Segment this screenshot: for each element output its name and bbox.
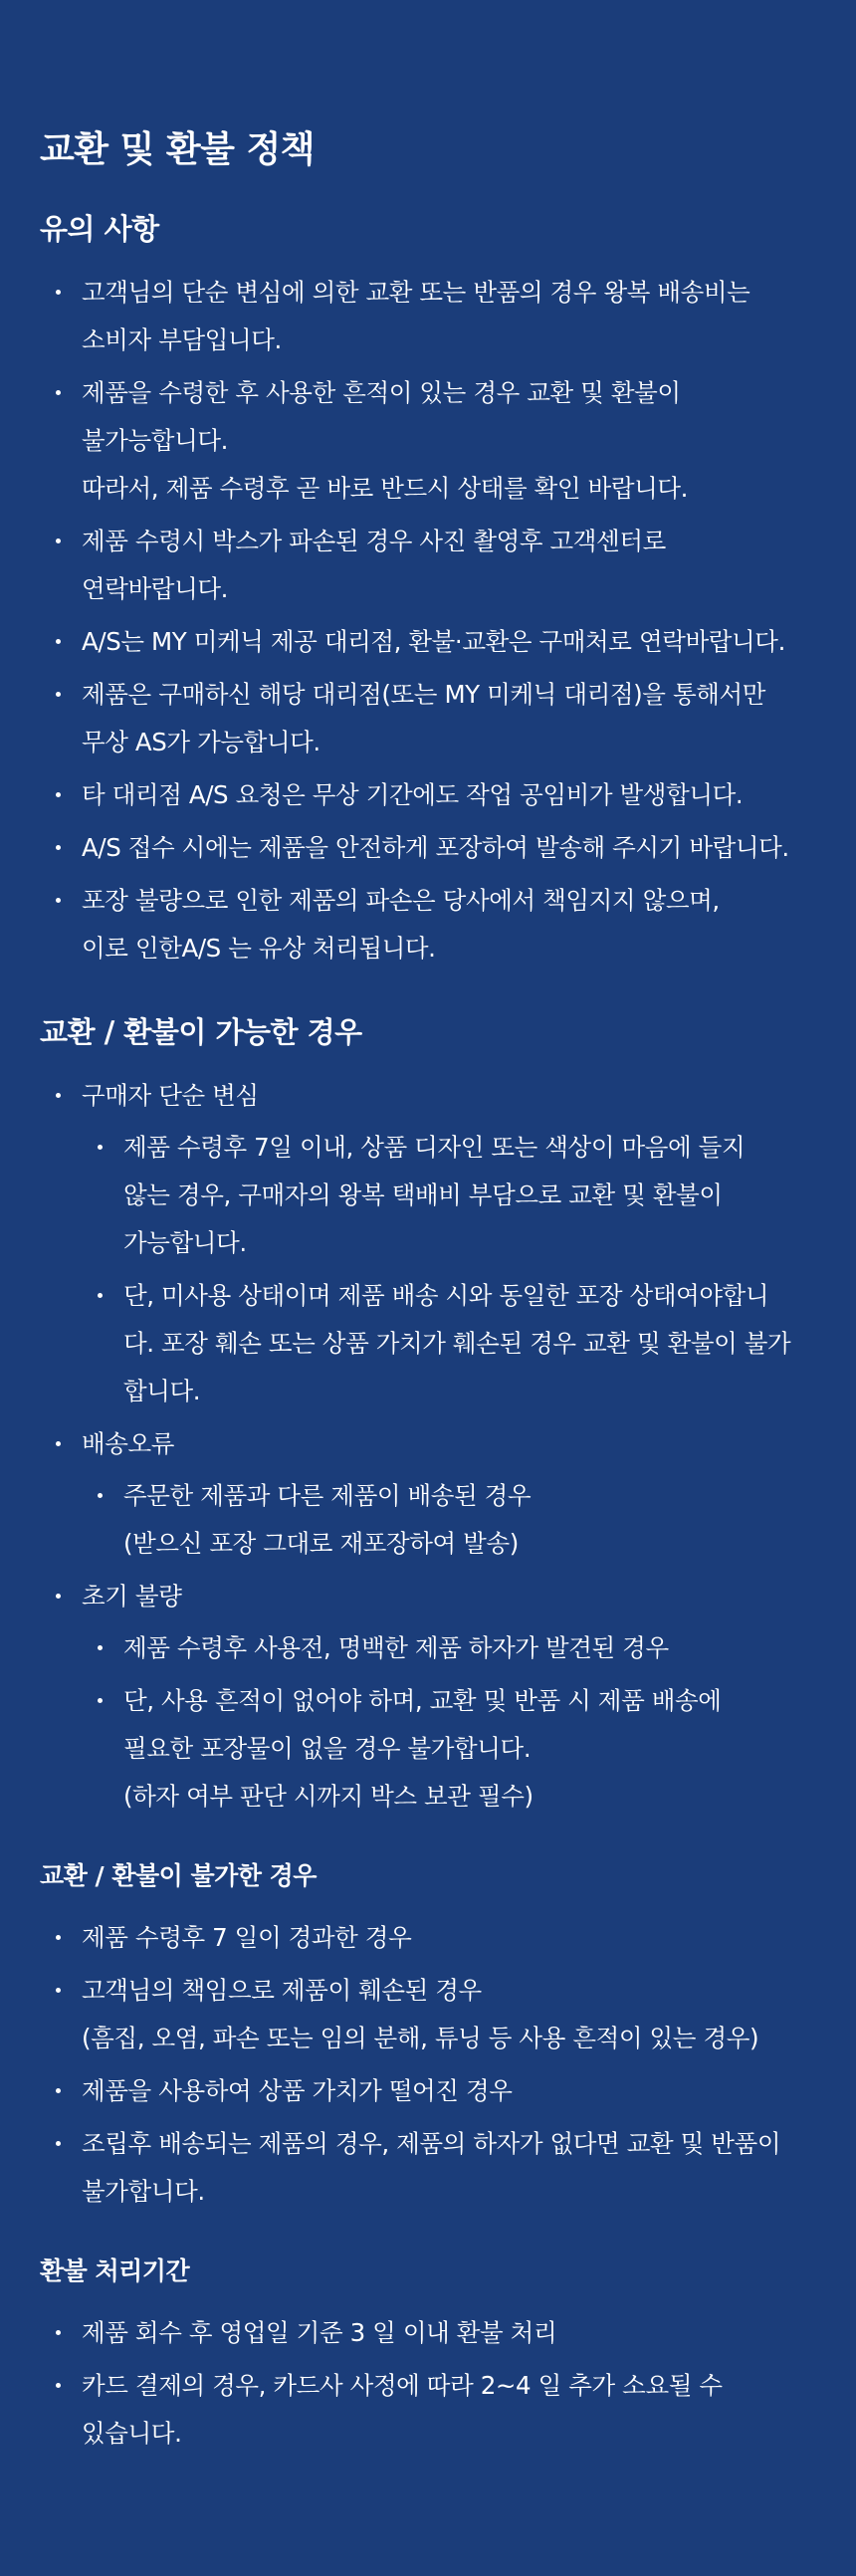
list-item-line: 소비자 부담입니다. <box>82 325 282 354</box>
group-item-simple-change <box>40 1072 816 1415</box>
list-item-line: 고객님의 단순 변심에 의한 교환 또는 반품의 경우 왕복 배송비는 <box>82 278 750 307</box>
list-item-line: 다. 포장 훼손 또는 상품 가치가 훼손된 경우 교환 및 환불이 불가 <box>123 1329 791 1358</box>
list-item-line: 제품 수령후 7 일이 경과한 경우 <box>82 1923 412 1952</box>
group-label: 배송오류 <box>82 1429 175 1458</box>
list-item-line: 단, 사용 흔적이 없어야 하며, 교환 및 반품 시 제품 배송에 <box>123 1686 722 1715</box>
possible-heading: 교환 / 환불이 가능한 경우 <box>40 1015 362 1049</box>
list-item-line: 이로 인한A/S 는 유상 처리됩니다. <box>82 934 436 963</box>
sub-list <box>82 1124 816 1415</box>
list-item <box>82 1124 816 1267</box>
list-item-line: 제품 수령후 7일 이내, 상품 디자인 또는 색상이 마음에 들지 <box>123 1133 746 1162</box>
list-item <box>40 618 816 666</box>
list-item-line: 불가합니다. <box>82 2177 205 2206</box>
list-item <box>82 1624 816 1672</box>
list-item-line: 제품 수령시 박스가 파손된 경우 사진 촬영후 고객센터로 <box>82 527 666 555</box>
list-item-line: 필요한 포장물이 없을 경우 불가합니다. <box>123 1734 532 1763</box>
list-item <box>40 1914 816 1962</box>
list-item-line: 조립후 배송되는 제품의 경우, 제품의 하자가 없다면 교환 및 반품이 <box>82 2129 781 2158</box>
list-item-line: 고객님의 책임으로 제품이 훼손된 경우 <box>82 1976 482 2005</box>
list-item-line: 있습니다. <box>82 2419 182 2448</box>
list-item-line: 타 대리점 A/S 요청은 무상 기간에도 작업 공임비가 발생합니다. <box>82 780 744 809</box>
impossible-list <box>40 1914 816 2216</box>
list-item-line: (흠집, 오염, 파손 또는 임의 분해, 튜닝 등 사용 흔적이 있는 경우) <box>82 2024 759 2052</box>
list-item-line: 불가능합니다. <box>82 426 228 455</box>
refund-heading: 환불 처리기간 <box>40 2256 190 2285</box>
list-item <box>40 824 816 872</box>
list-item <box>40 877 816 972</box>
list-item-line: (받으신 포장 그대로 재포장하여 발송) <box>123 1529 519 1558</box>
group-label: 구매자 단순 변심 <box>82 1081 259 1110</box>
possible-section <box>40 1012 816 1821</box>
list-item-line: 연락바랍니다. <box>82 574 228 603</box>
list-item <box>40 771 816 819</box>
refund-section <box>40 2254 816 2458</box>
group-label: 초기 불량 <box>82 1582 182 1610</box>
list-item-line: 제품 회수 후 영업일 기준 3 일 이내 환불 처리 <box>82 2318 557 2347</box>
list-item-line: A/S는 MY 미케닉 제공 대리점, 환불·교환은 구매처로 연락바랍니다. <box>82 627 785 656</box>
list-item <box>40 2362 816 2458</box>
list-item-line: 무상 AS가 가능합니다. <box>82 728 321 756</box>
list-item <box>82 1472 816 1568</box>
list-item <box>40 369 816 513</box>
list-item-line: 제품 수령후 사용전, 명백한 제품 하자가 발견된 경우 <box>123 1633 669 1662</box>
list-item <box>40 1967 816 2062</box>
list-item <box>82 1677 816 1821</box>
list-item <box>40 671 816 766</box>
group-item-shipping-error <box>40 1420 816 1568</box>
list-item-line: A/S 접수 시에는 제품을 안전하게 포장하여 발송해 주시기 바랍니다. <box>82 833 789 862</box>
list-item-line: 가능합니다. <box>123 1228 247 1257</box>
list-item-line: 포장 불량으로 인한 제품의 파손은 당사에서 책임지지 않으며, <box>82 886 720 915</box>
list-item <box>40 269 816 364</box>
list-item <box>40 2309 816 2357</box>
list-item-line: 제품을 사용하여 상품 가치가 떨어진 경우 <box>82 2076 513 2105</box>
refund-list <box>40 2309 816 2458</box>
list-item-line: (하자 여부 판단 시까지 박스 보관 필수) <box>123 1782 534 1811</box>
list-item <box>40 518 816 613</box>
list-item <box>40 2120 816 2216</box>
list-item-line: 제품을 수령한 후 사용한 흔적이 있는 경우 교환 및 환불이 <box>82 378 681 407</box>
notice-heading: 유의 사항 <box>40 212 159 246</box>
list-item-line: 제품은 구매하신 해당 대리점(또는 MY 미케닉 대리점)을 통해서만 <box>82 680 766 709</box>
list-item-line: 합니다. <box>123 1377 201 1405</box>
page-title: 교환 및 환불 정책 <box>40 129 316 170</box>
notice-section <box>40 209 816 972</box>
impossible-heading: 교환 / 환불이 불가한 경우 <box>40 1861 317 1890</box>
list-item-line: 않는 경우, 구매자의 왕복 택배비 부담으로 교환 및 환불이 <box>123 1181 723 1209</box>
notice-list <box>40 269 816 972</box>
list-item-line: 단, 미사용 상태이며 제품 배송 시와 동일한 포장 상태여야합니 <box>123 1281 769 1310</box>
list-item-line: 따라서, 제품 수령후 곧 바로 반드시 상태를 확인 바랍니다. <box>82 474 689 503</box>
group-item-initial-defect <box>40 1573 816 1821</box>
sub-list <box>82 1472 816 1568</box>
sub-list <box>82 1624 816 1821</box>
list-item-line: 카드 결제의 경우, 카드사 사정에 따라 2~4 일 추가 소요될 수 <box>82 2371 723 2400</box>
possible-list <box>40 1072 816 1821</box>
impossible-section <box>40 1858 816 2216</box>
list-item <box>40 2067 816 2115</box>
list-item-line: 주문한 제품과 다른 제품이 배송된 경우 <box>123 1481 532 1510</box>
list-item <box>82 1272 816 1415</box>
